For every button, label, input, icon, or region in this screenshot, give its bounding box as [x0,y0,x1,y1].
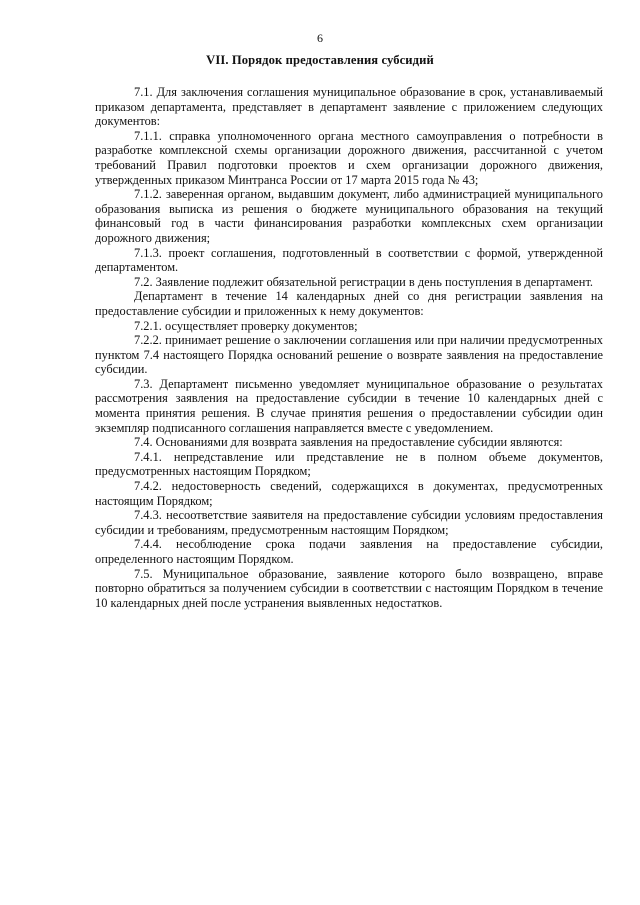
paragraph-7-4-1: 7.4.1. непредставление или представление не в полном объеме документов, предусмотренных настоящим Порядком; [95,449,603,479]
paragraph-7-4: 7.4. Основаниями для возврата заявления на предоставление субсидии являются: [134,435,563,450]
paragraph-7-1-2: 7.1.2. заверенная органом, выдавшим документ, либо администрацией муниципального образования выписка из решения о бюджете муниципального образования на текущий финансовый год в части финансирования разработки комплексных схем организации дорожного движения; [95,187,603,245]
paragraph-7-2-2: 7.2.2. принимает решение о заключении соглашения или при наличии предусмотренных пунктом 7.4 настоящего Порядка оснований решение о возврате заявления на предоставление субсидии. [95,333,603,377]
paragraph-7-2-1: 7.2.1. осуществляет проверку документов; [134,318,358,333]
paragraph-7-1-1: 7.1.1. справка уполномоченного органа местного самоуправления о потребности в разработке комплексной схемы организации дорожного движения, рассчитанной с учетом требований Правил подготовки проектов и схем организации дорожного движения, утвержденных приказом Минтранса России от 17 марта 2015 года № 43; [95,128,603,187]
paragraph-7-2: 7.2. Заявление подлежит обязательной регистрации в день поступления в департамент. [134,274,594,289]
page-number: 6 [317,31,323,45]
paragraph-7-5: 7.5. Муниципальное образование, заявление которого было возвращено, вправе повторно обратиться за получением субсидии в соответствии с настоящим Порядком в течение 10 календарных дней после устранения выявленных недостатков. [95,566,603,610]
paragraph-7-4-4: 7.4.4. несоблюдение срока подачи заявления на предоставление субсидии, определенного настоящим Порядком. [95,537,603,566]
paragraph-7-4-3: 7.4.3. несоответствие заявителя на предоставление субсидии условиям предоставления субсидии и требованиям, предусмотренным настоящим Порядком; [95,508,603,537]
paragraph-7-3: 7.3. Департамент письменно уведомляет муниципальное образование о результатах рассмотрения заявления на предоставление субсидии в течение 10 календарных дней с момента принятия решения. В случае принятия решения о предоставлении субсидии один экземпляр подписанного соглашения направляется вместе с уведомлением. [95,376,603,435]
paragraph-department-review: Департамент в течение 14 календарных дней со дня регистрации заявления на предоставление субсидии и приложенных к нему документов: [95,289,603,318]
document-body [95,85,603,610]
paragraph-7-1: 7.1. Для заключения соглашения муниципальное образование в срок, устанавливаемый приказом департамента, представляет в департамент заявление с приложением следующих документов: [95,85,603,129]
paragraph-7-1-3: 7.1.3. проект соглашения, подготовленный в соответствии с формой, утвержденной департаментом. [95,245,603,275]
section-title: VII. Порядок предоставления субсидий [206,53,434,67]
paragraph-7-4-2: 7.4.2. недостоверность сведений, содержащихся в документах, предусмотренных настоящим Порядком; [95,479,603,508]
